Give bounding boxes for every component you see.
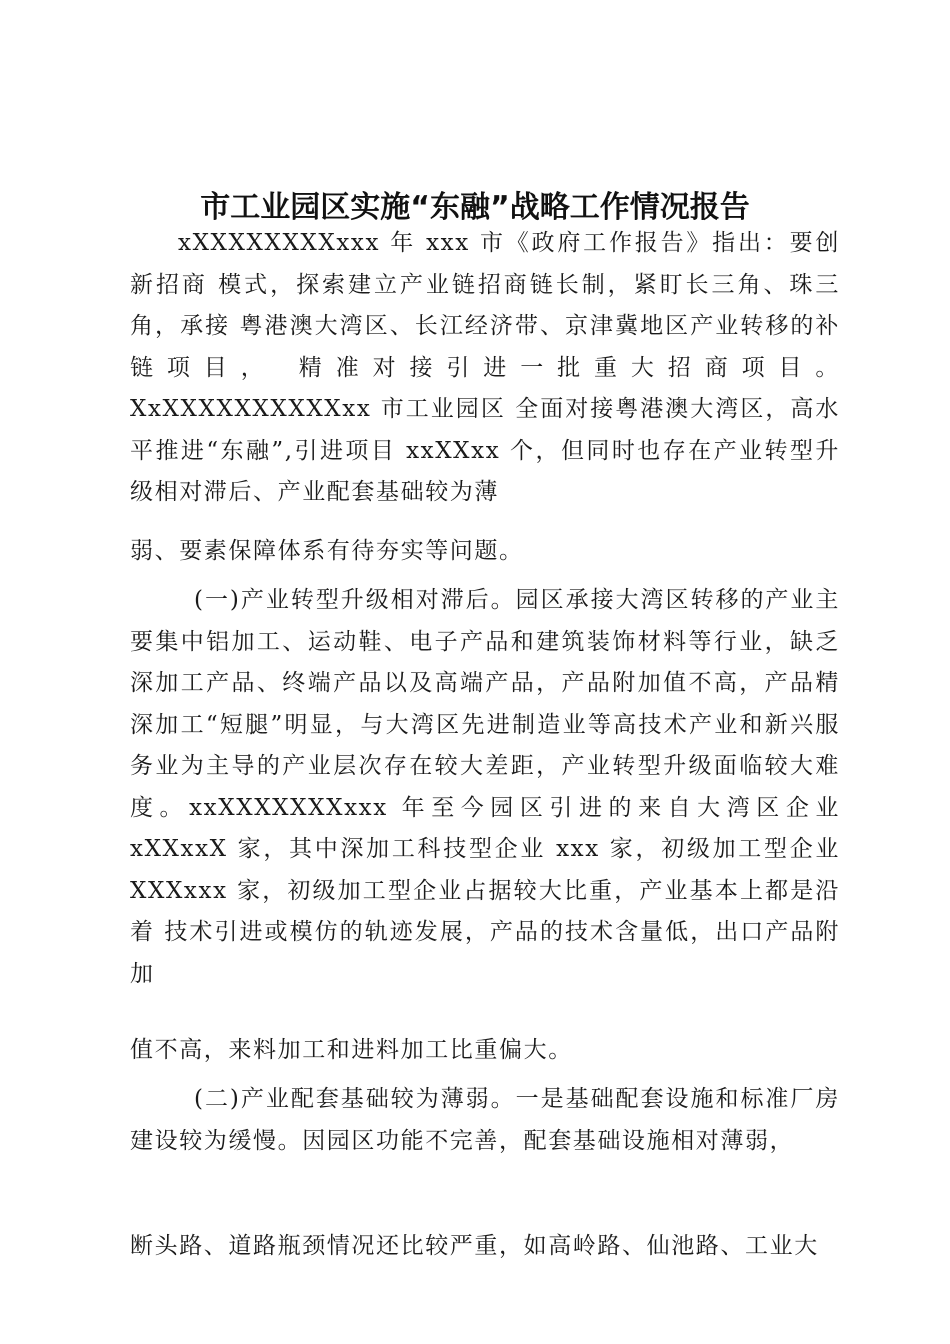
- paragraph-section-1-continued: 值不高，来料加工和进料加工比重偏大。: [130, 1037, 573, 1063]
- section-2-heading: (二)产业配套基础较为薄弱。: [194, 1086, 516, 1112]
- section-2-body: 一是基础配套设施和标准厂房建设较为缓慢。因园区功能不完善，配套基础设施相对薄弱，: [130, 1086, 840, 1154]
- paragraph-intro-continued: 弱、要素保障体系有待夯实等问题。: [130, 538, 524, 564]
- paragraph-section-2-continued: 断头路、道路瓶颈情况还比较严重，如高岭路、仙池路、工业大: [130, 1233, 819, 1259]
- document-title: 市工业园区实施“东融”战略工作情况报告: [200, 190, 750, 225]
- paragraph-section-2: [130, 1079, 840, 1162]
- section-1-heading: (一)产业转型升级相对滞后。: [194, 587, 516, 613]
- paragraph-section-1: [130, 580, 840, 995]
- section-1-body: 园区承接大湾区转移的产业主要集中铝加工、运动鞋、电子产品和建筑装饰材料等行业，缺乏深加工产品、终端产品以及高端产品，产品附加值不高，产品精深加工“短腿”明显，与大湾区先进制造业等高技术产业和新兴服务业为主导的产业层次存在较大差距，产业转型升级面临较大难度。xxXXXXXXXxxx 年至今园区引进的来自大湾区企业 xXXxxX 家，其中深加工科技型企业 xxx 家，初级加工型企业 XXXxxx 家，初级加工型企业占据较大比重，产业基本上都是沿着 技术引进或模仿的轨迹发展，产品的技术含量低，出口产品附加: [130, 587, 840, 987]
- paragraph-intro: xXXXXXXXXxxx 年 xxx 市《政府工作报告》指出：要创新招商 模式，探索建立产业链招商链长制，紧盯长三角、珠三角，承接 粤港澳大湾区、长江经济带、京津冀地区产业转移的补链项目， 精准对接引进一批重大招商项目。XxXXXXXXXXXXxx 市工业园区 全面对接粤港澳大湾区，高水平推进“东融”,引进项目 xxXXxx 个，但同时也存在产业转型升级相对滞后、产业配套基础较为薄: [130, 230, 840, 505]
